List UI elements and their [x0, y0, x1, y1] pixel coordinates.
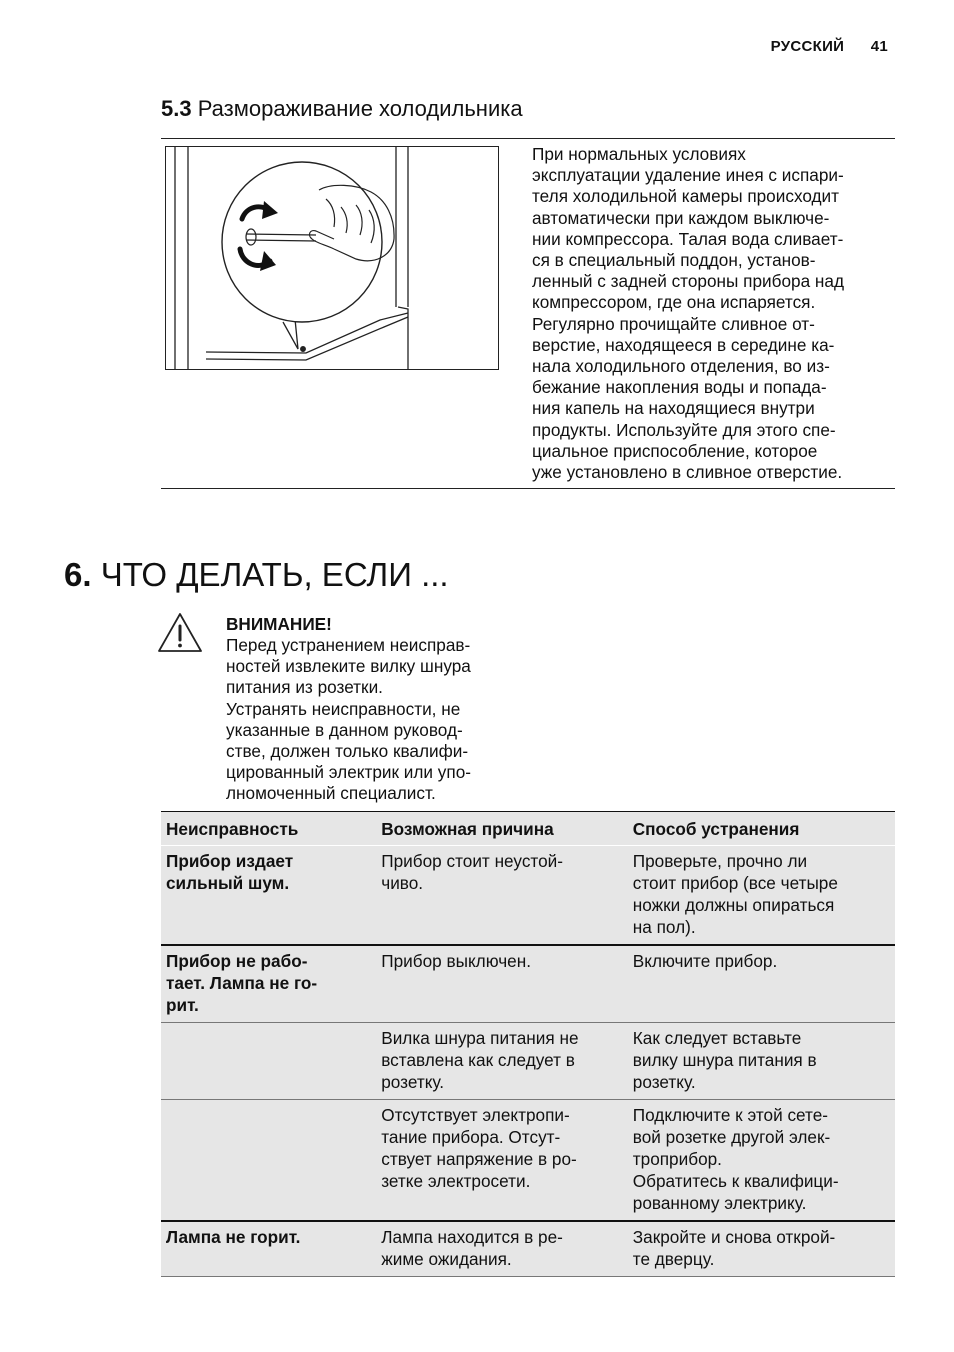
problem-cell: [161, 1023, 369, 1100]
chapter-title-text: ЧТО ДЕЛАТЬ, ЕСЛИ ...: [100, 556, 449, 593]
problem-cell: Лампа не горит.: [161, 1221, 369, 1277]
problem-cell: Прибор издает сильный шум.: [161, 846, 369, 946]
section-number: 5.3: [161, 96, 192, 121]
troubleshooting-table: [161, 811, 895, 1277]
column-header: Возможная причина: [369, 812, 621, 846]
section-bottom-rule: [161, 488, 895, 489]
cause-cell: Отсутствует электропи- тание прибора. Отсут- ствует напряжение в ро- зетке электросети.: [369, 1100, 621, 1222]
section-top-rule: [161, 138, 895, 139]
cause-cell: Лампа находится в ре- жиме ожидания.: [369, 1221, 621, 1277]
section-body-text: При нормальных условиях эксплуатации удаление инея с испари- теля холодильной камеры происходит автоматически при каждом выключе- нии компрессора. Талая вода сливает- ся в специальный поддон, установ- ленный с задней стороны прибора над компрессором, где она испаряется. Регулярно прочищайте сливное от- верстие, находящееся в середине ка- нала холодильного отделения, во из- бежание накопления воды и попада- ния капель на находящиеся внутри продукты. Используйте для этого спе- циальное приспособление, которое уже установлено в сливное отверстие.: [532, 144, 844, 483]
table-row: [161, 846, 895, 946]
cause-cell: Прибор стоит неустой- чиво.: [369, 846, 621, 946]
problem-cell: [161, 1100, 369, 1222]
cause-cell: Прибор выключен.: [369, 945, 621, 1023]
solution-cell: Закройте и снова открой- те дверцу.: [621, 1221, 895, 1277]
section-title: [161, 96, 523, 122]
chapter-title: [64, 556, 449, 594]
solution-cell: Проверьте, прочно ли стоит прибор (все четыре ножки должны опираться на пол).: [621, 846, 895, 946]
column-header: Способ устранения: [621, 812, 895, 846]
page-header: [771, 38, 888, 55]
header-language: РУССКИЙ: [770, 38, 845, 55]
solution-cell: Подключите к этой сете- вой розетке другой элек- троприбор. Обратитесь к квалифици- рованному электрику.: [621, 1100, 895, 1222]
cause-cell: Вилка шнура питания не вставлена как следует в розетку.: [369, 1023, 621, 1100]
chapter-number: 6.: [64, 556, 92, 593]
section-title-text: Размораживание холодильника: [197, 96, 523, 121]
solution-cell: Включите прибор.: [621, 945, 895, 1023]
problem-cell: Прибор не рабо- тает. Лампа не го- рит.: [161, 945, 369, 1023]
column-header: Неисправность: [161, 812, 369, 846]
solution-cell: Как следует вставьте вилку шнура питания в розетку.: [621, 1023, 895, 1100]
table-row: [161, 945, 895, 1023]
drain-cleaning-illustration: [165, 146, 499, 370]
table-row: [161, 1221, 895, 1277]
warning-title: ВНИМАНИЕ!: [226, 614, 332, 634]
table-row: [161, 1100, 895, 1222]
warning-triangle-icon: [157, 612, 203, 654]
table-row: [161, 1023, 895, 1100]
page-number: 41: [870, 38, 888, 55]
warning-text: Перед устранением неисправ- ностей извлеките вилку шнура питания из розетки. Устранять неисправности, не указанные в данном руковод- стве, должен только квалифи- цированный электрик или упо- лномоченный специалист.: [226, 635, 471, 804]
table-header-row: [161, 812, 895, 846]
